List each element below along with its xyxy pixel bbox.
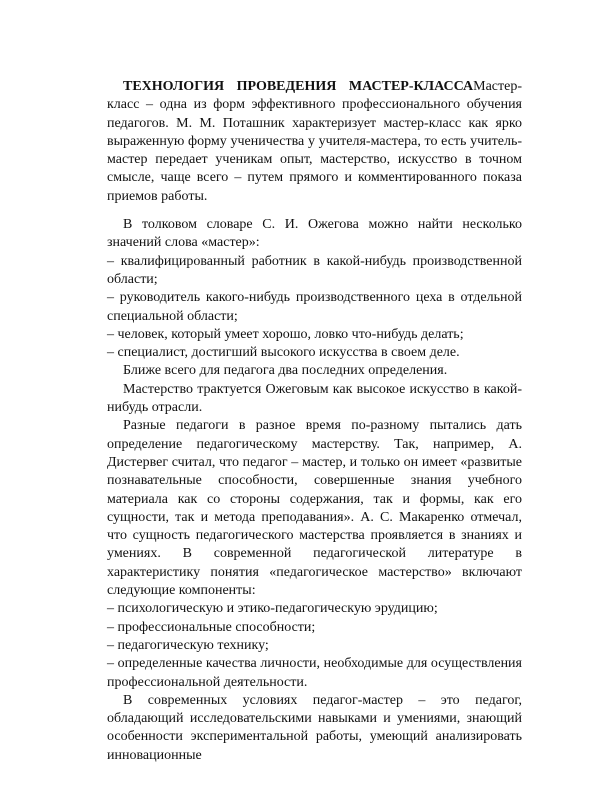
closest-definitions: Ближе всего для педагога два последних определения. <box>123 363 448 379</box>
list-item: – психологическую и этико-педагогическую эрудицию; <box>107 601 438 617</box>
list-item: – определенные качества личности, необходимые для осуществления профессиональной деятельности. <box>107 656 522 690</box>
list-item: – профессиональные способности; <box>107 619 316 635</box>
intro-paragraph <box>107 78 522 206</box>
paragraph-gap <box>107 206 522 216</box>
intro-text: Мастер-класс – одна из форм эффективного профессионального обучения педагогов. М. М. Поташник характеризует мастер-класс как ярко выраженную форму ученичества у учителя-мастера, то есть учитель-мастер передает ученикам опыт, мастерство, искусство в точном смысле, чаще всего – путем прямого и комментированного показа приемов работы. <box>107 79 522 204</box>
document-page <box>107 78 522 765</box>
list-item: – руководитель какого-нибудь производственного цеха в отдельной специальной области; <box>107 290 522 324</box>
definitions-paragraph: Разные педагоги в разное время по-разному пытались дать определение педагогическому мастерству. Так, например, А. Дистервег считал, что педагог – мастер, и только он имеет «развитые познавательные способности, совершенные знания учебного материала как со стороны содержания, так и формы, как его сущности, так и метода преподавания». А. С. Макаренко отмечал, что сущность педагогического мастерства проявляется в знаниях и умениях. В современной педагогической литературе в характеристику понятия «педагогическое мастерство» включают следующие компоненты: <box>107 418 522 599</box>
ozhegov-lead: В толковом словаре С. И. Ожегова можно найти несколько значений слова «мастер»: <box>107 217 522 251</box>
section-title: ТЕХНОЛОГИЯ ПРОВЕДЕНИЯ МАСТЕР-КЛАССА <box>123 79 474 94</box>
list-item: – человек, который умеет хорошо, ловко что-нибудь делать; <box>107 326 464 342</box>
list-item: – педагогическую технику; <box>107 637 269 653</box>
list-item: – специалист, достигший высокого искусства в своем деле. <box>107 345 460 361</box>
list-item: – квалифицированный работник в какой-нибудь производственной области; <box>107 253 522 287</box>
mastery-paragraph: Мастерство трактуется Ожеговым как высокое искусство в какой-нибудь отрасли. <box>107 381 522 416</box>
modern-paragraph: В современных условиях педагог-мастер – это педагог, обладающий исследовательскими навыками и умениями, знающий особенности экспериментальной работы, умеющий анализировать инновационные <box>107 692 522 763</box>
